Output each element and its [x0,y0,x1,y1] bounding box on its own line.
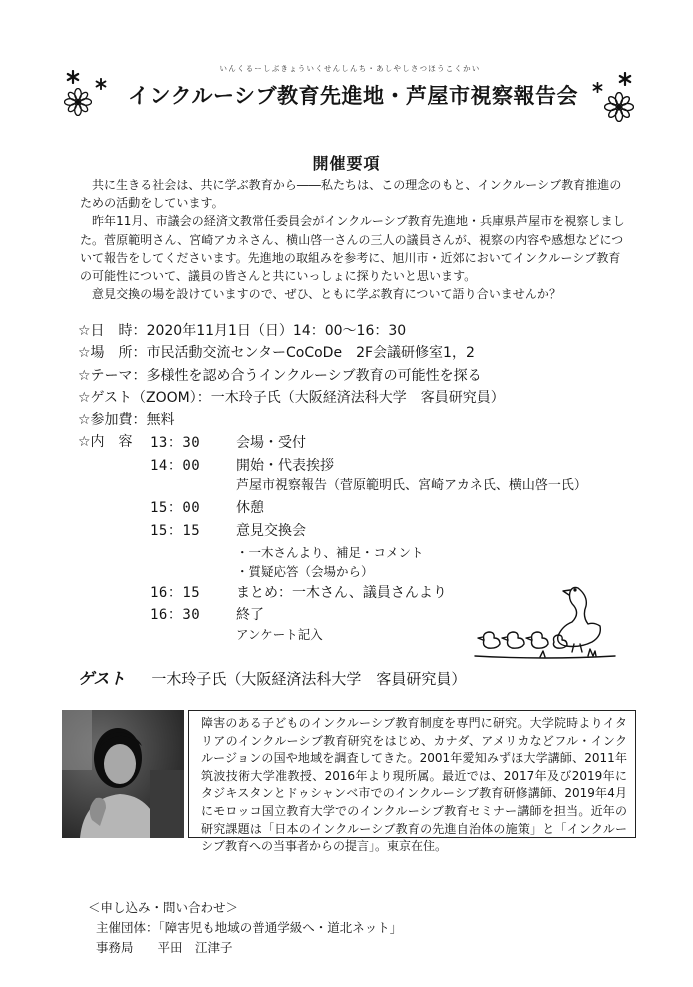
theme-value: 多様性を認め合うインクルーシブ教育の可能性を探る [146,368,482,384]
schedule-item [150,499,264,517]
asterisk-icon [592,82,603,93]
theme-label: ☆テーマ： [78,368,147,384]
content-label: ☆内 容 [78,434,133,450]
flower-icon [604,92,634,122]
venue-label: ☆場 所： [78,345,147,361]
guest-label: ☆ゲスト（ZOOM）： [78,390,211,406]
theme-row [78,367,482,386]
organizer-row [96,920,402,936]
schedule-time: 15：00 [150,500,201,516]
schedule-item [150,606,264,624]
organizer-value: 「障害児も地域の普通学級へ・道北ネット」 [158,920,403,935]
intro-paragraph: 共に生きる社会は、共に学ぶ教育から――私たちは、この理念のもと、インクルーシブ教育推進のための活動をしています。 [80,178,622,211]
schedule-text: 開始・代表挨拶 [236,458,334,474]
fee-value: 無料 [146,412,175,428]
guest-value: 一木玲子氏（大阪経済法科大学 客員研究員） [210,390,505,406]
date-row [78,322,406,341]
office-label: 事務局 [96,940,134,955]
contact-heading: ＜申し込み・問い合わせ＞ [88,900,239,915]
ducks-illustration [470,578,620,660]
fee-row [78,411,175,430]
office-row [96,940,233,956]
schedule-text: 芦屋市視察報告（菅原範明氏、宮崎アカネ氏、横山啓一氏） [236,478,587,493]
venue-value: 市民活動交流センターCoCoDe 2F会議研修室1，2 [146,345,475,361]
title-ruby: いんくるーしぶきょういくせんしんち・あしやしさつほうこくかい [219,64,481,73]
intro-paragraph: 昨年11月、市議会の経済文教常任委員会がインクルーシブ教育先進地・兵庫県芦屋市を視察しました。菅原範明さん、宮崎アカネさん、横山啓一さんの三人の議員さんが、視察の内容や感想などについて報告をしてくださいます。先進地の取組みを参考に、旭川市・近郊においてインクルーシブ教育の可能性について、議員の皆さんと共にいっしょに探りたいと思います。 [80,214,625,284]
schedule-item [150,457,334,475]
section-title: 開催要項 [312,154,381,173]
asterisk-icon [618,72,632,86]
schedule-text: ・一木さんより、補足・コメント [236,545,424,560]
guest-heading-label: ゲスト [78,669,126,688]
schedule-time: 16：15 [150,585,201,601]
schedule-text: 会場・受付 [236,435,306,451]
schedule-time: 14：00 [150,458,201,474]
schedule-item [150,434,306,452]
intro-paragraph: 意見交換の場を設けていますので、ぜひ、ともに学ぶ教育について語り合いませんか？ [92,287,561,302]
schedule-time: 15：15 [150,523,201,539]
guest-photo [62,710,184,838]
fee-label: ☆参加費： [78,412,147,428]
guest-heading [78,666,466,689]
schedule-text: アンケート記入 [236,627,323,642]
schedule-text: まとめ：一木さん、議員さんより [236,585,447,601]
schedule-item [150,522,306,540]
schedule-item [150,584,447,602]
venue-row [78,344,475,363]
schedule-text: ・質疑応答（会場から） [236,564,374,579]
organizer-label: 主催団体： [96,920,159,935]
guest-name: 一木玲子氏（大阪経済法科大学 客員研究員） [151,670,467,688]
schedule-text: 意見交換会 [236,523,306,539]
flower-icon [64,88,92,116]
guest-bio-box [188,710,636,854]
schedule-time: 13：30 [150,435,201,451]
schedule-text: 終了 [236,607,264,623]
asterisk-icon [95,78,107,90]
date-label: ☆日 時： [78,323,147,339]
guest-bio: 障害のある子どものインクルーシブ教育制度を専門に研究。大学院時よりイタリアのインクルーシブ教育研究をはじめ、カナダ、アメリカなどフル・インクルージョンの国や地域を調査してきた。2001年愛知みずほ大学講師、2011年筑波技術大学准教授、2016年より現所属。最近では、2017年及び2019年にタジキスタンとドゥシャンベ市でのインクルーシブ教育研修講師、2019年4月にモロッコ国立教育大学でのインクルーシブ教育セミナー講師を担当。近年の研究課題は「日本のインクルーシブ教育の先進自治体の施策」と「インクルーシブ教育への当事者からの提言」。東京在住。 [201,716,627,854]
schedule-text: 休憩 [236,500,264,516]
guest-row [78,389,505,408]
date-value: 2020年11月1日（日）14：00～16：30 [146,323,407,339]
intro-text [80,176,630,303]
page-title: インクルーシブ教育先進地・芦屋市視察報告会 [128,84,579,108]
asterisk-icon [66,70,80,84]
office-value: 平田 江津子 [157,940,233,955]
schedule-time: 16：30 [150,607,201,623]
